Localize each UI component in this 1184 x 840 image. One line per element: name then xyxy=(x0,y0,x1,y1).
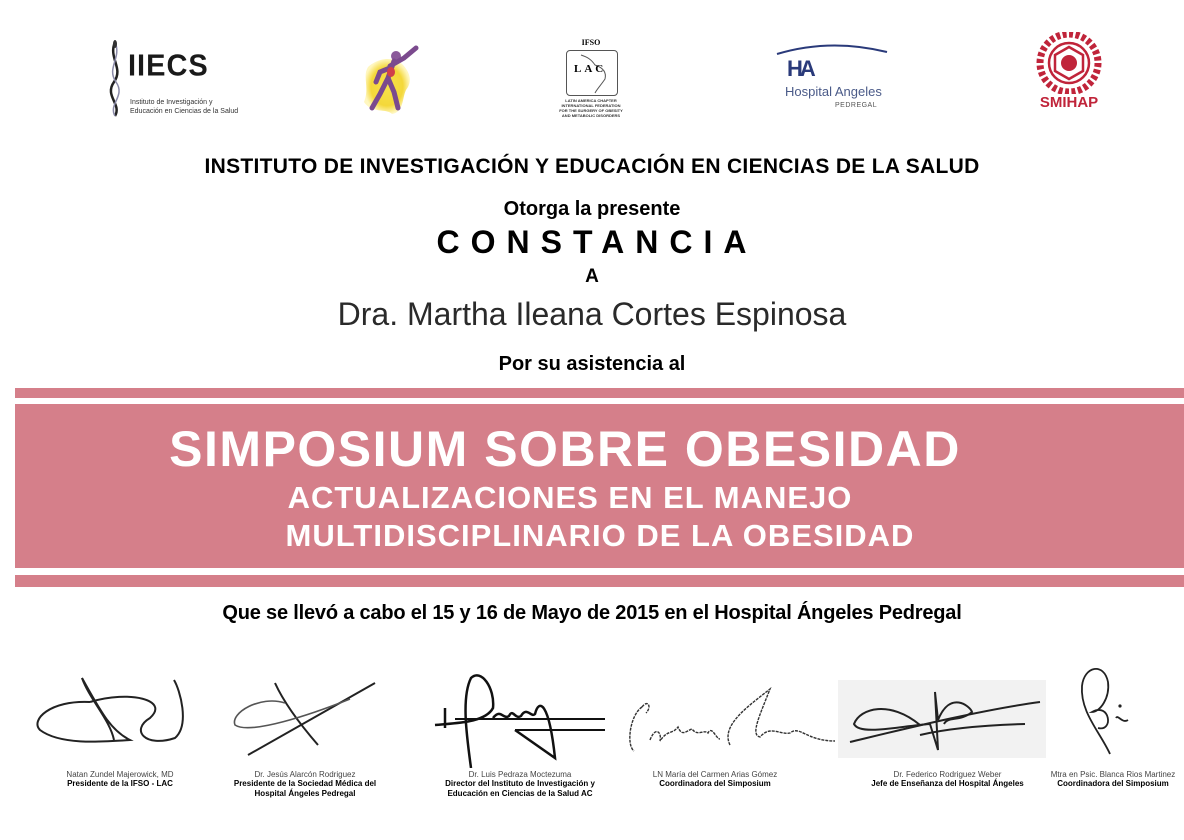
signature-3-icon xyxy=(415,668,605,768)
ifso-lac-logo xyxy=(556,38,626,122)
iiecs-subtitle-line2: Educación en Ciencias de la Salud xyxy=(130,108,239,115)
signatory-2-role-line1: Presidente de la Sociedad Médica del xyxy=(233,779,377,788)
athlete-figure-icon xyxy=(358,42,428,117)
iiecs-subtitle-line1: Instituto de Investigación y xyxy=(130,99,213,106)
ifso-label: IFSO xyxy=(581,38,601,47)
hospital-mark: HA xyxy=(787,56,813,81)
banner-top-stripe xyxy=(15,388,1184,398)
signature-4-icon xyxy=(620,685,835,760)
smihap-logo xyxy=(1034,32,1104,124)
certificate-title: CONSTANCIA xyxy=(436,224,758,260)
symposium-subtitle-line2: MULTIDISCIPLINARIO DE LA OBESIDAD xyxy=(285,518,915,553)
signatory-3-role-line2: Educación en Ciencias de la Salud AC xyxy=(447,789,593,798)
iiecs-logo xyxy=(100,38,239,120)
signature-2-icon xyxy=(230,675,380,760)
signatory-5-role: Jefe de Enseñanza del Hospital Ángeles xyxy=(871,779,1024,788)
signatory-5-name: Dr. Federico Rodriguez Weber xyxy=(893,770,1002,779)
hospital-sub: PEDREGAL xyxy=(835,102,878,109)
signatory-1-role: Presidente de la IFSO - LAC xyxy=(67,779,173,788)
event-details: Que se llevó a cabo el 15 y 16 de Mayo de 2015 en el Hospital Ángeles Pedregal xyxy=(222,602,962,624)
signatory-1-name: Natan Zundel Majerowick, MD xyxy=(66,770,174,779)
hospital-name: Hospital Angeles xyxy=(785,84,882,99)
arc-icon xyxy=(775,40,890,56)
sun-emblem-icon xyxy=(1034,32,1104,94)
signatory-4-role: Coordinadora del Simposium xyxy=(659,779,771,788)
iiecs-wordmark: IIECS xyxy=(128,49,209,83)
signatory-6-name: Mtra en Psic. Blanca Rios Martinez xyxy=(1050,770,1176,779)
signature-6-icon xyxy=(1070,662,1150,762)
ifso-sub-line2: INTERNATIONAL FEDERATION xyxy=(561,103,621,108)
signatory-6-role: Coordinadora del Simposium xyxy=(1057,779,1169,788)
signature-1-icon xyxy=(30,670,190,760)
ifso-lac-mark: LAC xyxy=(574,63,607,75)
recipient-name: Dra. Martha Ileana Cortes Espinosa xyxy=(337,296,847,332)
signatory-4-name: LN María del Carmen Arias Gómez xyxy=(652,770,778,779)
ifso-sub-line1: LATIN AMERICA CHAPTER xyxy=(565,98,617,103)
signatory-2-name: Dr. Jesús Alarcón Rodriguez xyxy=(254,770,356,779)
dna-helix-icon xyxy=(100,38,130,120)
symposium-banner xyxy=(15,404,1184,568)
reason-text: Por su asistencia al xyxy=(498,353,686,375)
smihap-wordmark: SMIHAP xyxy=(1039,94,1099,111)
symposium-title: SIMPOSIUM SOBRE OBESIDAD xyxy=(169,421,961,477)
grants-text: Otorga la presente xyxy=(503,198,681,220)
athlete-figure-logo xyxy=(358,42,428,117)
ifso-sub-line3: FOR THE SURGERY OF OBESITY xyxy=(559,108,623,113)
symposium-subtitle-line1: ACTUALIZACIONES EN EL MANEJO xyxy=(287,480,853,515)
banner-bottom-stripe xyxy=(15,575,1184,587)
signatory-3-role-line1: Director del Instituto de Investigación y xyxy=(445,779,595,788)
hospital-angeles-logo xyxy=(775,40,890,115)
institution-title: INSTITUTO DE INVESTIGACIÓN Y EDUCACIÓN EN CIENCIAS DE LA SALUD xyxy=(204,155,980,178)
signatory-2-role-line2: Hospital Ángeles Pedregal xyxy=(254,789,356,798)
to-text: A xyxy=(585,266,599,287)
signature-5-icon xyxy=(840,680,1045,760)
ifso-sub-line4: AND METABOLIC DISORDERS xyxy=(561,113,621,118)
signatory-3-name: Dr. Luis Pedraza Moctezuma xyxy=(468,770,572,779)
